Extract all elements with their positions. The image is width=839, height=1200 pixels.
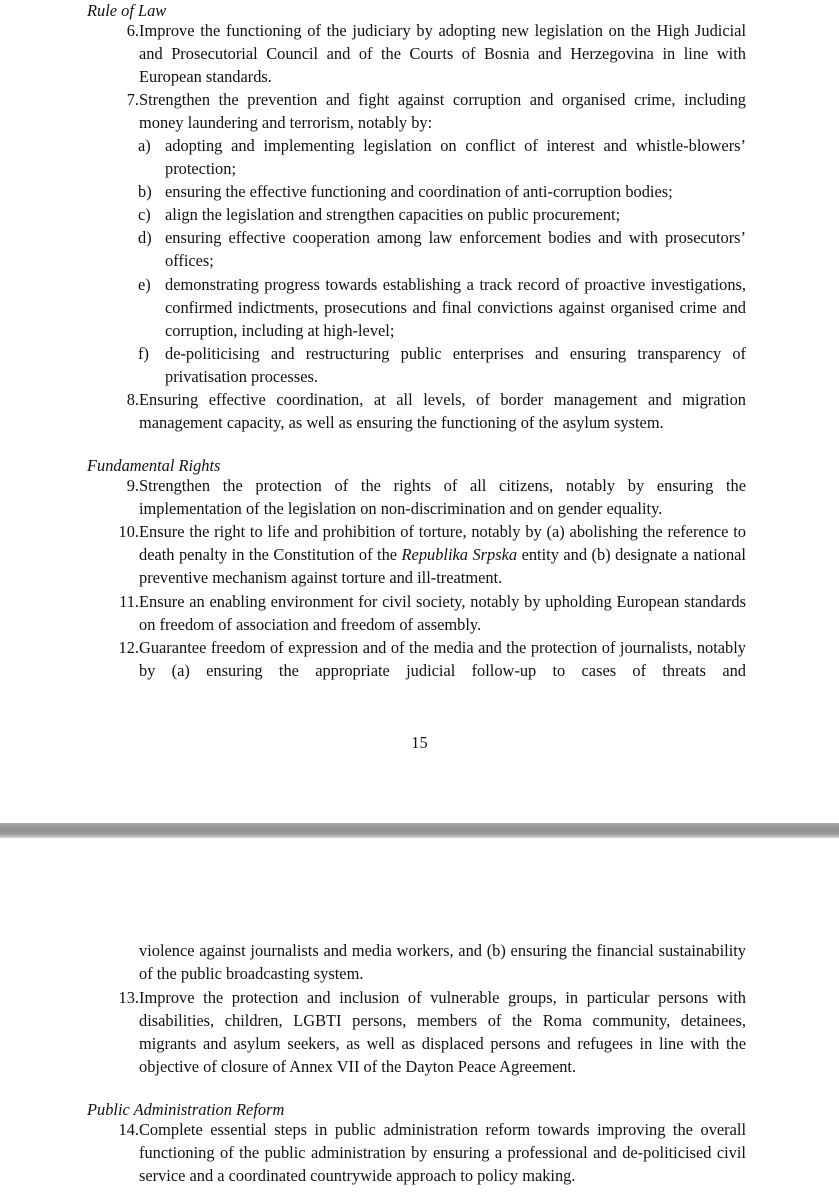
section-heading-public-administration-reform: Public Administration Reform	[87, 1100, 285, 1119]
item-number: 11.	[119, 592, 139, 611]
item-text	[139, 520, 746, 589]
item-number: 10.	[118, 522, 139, 541]
sub-item-letter: f)	[138, 344, 149, 363]
sub-item-letter: a)	[138, 136, 151, 155]
sub-item-text: align the legislation and strengthen capacities on public procurement;	[165, 205, 621, 224]
item-text: Complete essential steps in public administration reform towards improving the overall functioning of the public administration by ensuring a professional and de-politicised civil service and a coordinated countrywide approach to policy making.	[139, 1120, 746, 1185]
sub-item-letter: e)	[138, 275, 151, 294]
item-text: Strengthen the protection of the rights of all citizens, notably by ensuring the implementation of the legislation on non-discrimination and on gender equality.	[139, 476, 746, 518]
sub-item-c	[138, 203, 746, 226]
item-text-part: Ensure the right to life and prohibition of torture, notably by (a) abolishing the reference to death penalty in the Constitution of the	[139, 522, 746, 564]
item-number: 7.	[126, 90, 139, 109]
item-text-part: entity and (b) designate a national preventive mechanism against torture and ill-treatment.	[139, 545, 746, 587]
sub-item-a	[138, 134, 746, 180]
item-text: Ensuring effective coordination, at all levels, of border management and migration management capacity, as well as ensuring the functioning of the asylum system.	[139, 390, 746, 432]
list-item-10	[87, 520, 746, 589]
sub-item-text: ensuring effective cooperation among law enforcement bodies and with prosecutors’ offices;	[165, 228, 746, 270]
list-item-12	[87, 636, 746, 682]
item-number: 8.	[126, 390, 139, 409]
page-separator	[0, 823, 839, 838]
sub-item-b	[138, 180, 746, 203]
list-item-7	[87, 88, 746, 134]
item-number: 9.	[126, 476, 139, 495]
sub-item-text: adopting and implementing legislation on conflict of interest and whistle-blowers’ protection;	[165, 136, 746, 178]
sub-item-text: de-politicising and restructuring public enterprises and ensuring transparency of privatisation processes.	[165, 344, 746, 386]
list-item-6	[87, 19, 746, 88]
item-text: Improve the functioning of the judiciary by adopting new legislation on the High Judicial and Prosecutorial Council and of the Courts of Bosnia and Herzegovina in line with European standards.	[139, 21, 746, 86]
page-number: 15	[411, 733, 428, 752]
sub-item-d	[138, 226, 746, 272]
republika-srpska-italic: Republika Srpska	[401, 545, 518, 564]
item-number: 12.	[118, 638, 139, 657]
section-heading-fundamental-rights: Fundamental Rights	[87, 456, 221, 475]
list-item-11	[87, 590, 746, 636]
sub-item-e	[138, 273, 746, 342]
item-text: Improve the protection and inclusion of vulnerable groups, in particular persons with disabilities, children, LGBTI persons, members of the Roma community, detainees, migrants and asylum seekers, as well as displaced persons and refugees in line with the objective of closure of Annex VII of the Dayton Peace Agreement.	[139, 988, 746, 1076]
sub-item-letter: b)	[138, 182, 152, 201]
continued-text: violence against journalists and media workers, and (b) ensuring the financial sustainability of the public broadcasting system.	[139, 941, 746, 983]
document-page-16	[0, 838, 839, 1200]
list-item-14	[87, 1118, 746, 1187]
item-text: Guarantee freedom of expression and of the media and the protection of journalists, notably by (a) ensuring the appropriate judicial follow-up to cases of threats and	[139, 638, 746, 680]
list-item-9	[87, 474, 746, 520]
sub-item-letter: d)	[138, 228, 152, 247]
item-number: 6.	[126, 21, 139, 40]
section-heading-rule-of-law: Rule of Law	[87, 1, 167, 20]
sub-item-text: ensuring the effective functioning and coordination of anti-corruption bodies;	[165, 182, 673, 201]
list-item-13	[87, 986, 746, 1078]
sub-item-text: demonstrating progress towards establishing a track record of proactive investigations, confirmed indictments, prosecutions and final convictions against organised crime and corruption, including at high-level;	[165, 275, 746, 340]
sub-item-f	[138, 342, 746, 388]
item-number: 13.	[118, 988, 139, 1007]
item-text: Ensure an enabling environment for civil society, notably by upholding European standards on freedom of association and freedom of assembly.	[139, 592, 746, 634]
item-number: 14.	[118, 1120, 139, 1139]
list-item-8	[87, 388, 746, 434]
sub-item-letter: c)	[138, 205, 151, 224]
item-text: Strengthen the prevention and fight against corruption and organised crime, including money laundering and terrorism, notably by:	[139, 90, 746, 132]
